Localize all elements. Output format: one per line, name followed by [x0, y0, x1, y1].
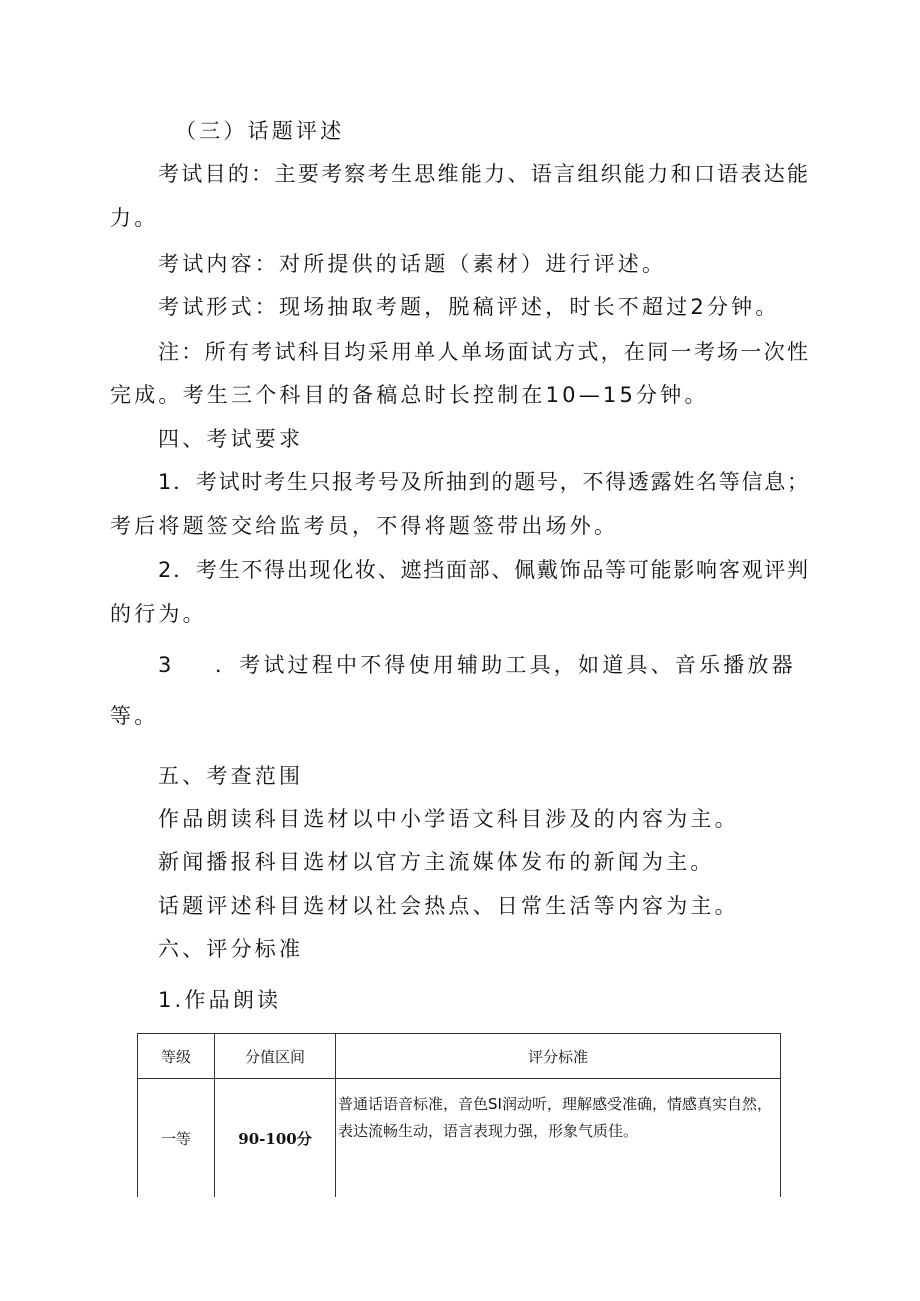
note-line2: 完成。考生三个科目的备稿总时长控制在10—15分钟。 — [110, 383, 709, 407]
scope-topic: 话题评述科目选材以社会热点、日常生活等内容为主。 — [158, 894, 739, 918]
section-heading-topic-commentary: （三）话题评述 — [175, 119, 345, 143]
requirement-1-line2: 考后将题签交给监考员，不得将题签带出场外。 — [110, 514, 619, 538]
cell-criteria: 普通话语音标准，音色SI润动听，理解感受准确，情感真实自然，表达流畅生动，语言表现力强，形象气质佳。 — [336, 1079, 781, 1198]
table-row — [138, 1079, 781, 1198]
subsection-heading-reading: 1.作品朗读 — [158, 988, 282, 1012]
requirement-3-line1: ．考试过程中不得使用辅助工具，如道具、音乐播放器 — [215, 653, 796, 677]
section-heading-scoring-standards: 六、评分标准 — [158, 937, 304, 961]
section-heading-exam-requirements: 四、考试要求 — [158, 427, 304, 451]
scope-news: 新闻播报科目选材以官方主流媒体发布的新闻为主。 — [158, 850, 715, 874]
exam-purpose-line1: 考试目的：主要考察考生思维能力、语言组织能力和口语表达能 — [158, 162, 808, 186]
section-heading-exam-scope: 五、考查范围 — [158, 764, 304, 788]
scoring-table — [137, 1033, 781, 1197]
header-grade: 等级 — [138, 1034, 215, 1079]
header-criteria: 评分标准 — [336, 1034, 781, 1079]
requirement-3-line2: 等。 — [110, 704, 159, 728]
exam-format: 考试形式：现场抽取考题，脱稿评述，时长不超过2分钟。 — [158, 295, 780, 319]
requirement-2-line1: 2．考生不得出现化妆、遮挡面部、佩戴饰品等可能影响客观评判 — [158, 558, 808, 582]
cell-grade: 一等 — [138, 1079, 215, 1198]
requirement-3-number: 3 — [158, 653, 175, 677]
scope-reading: 作品朗读科目选材以中小学语文科目涉及的内容为主。 — [158, 807, 739, 831]
requirement-2-line2: 的行为。 — [110, 602, 207, 626]
exam-content: 考试内容：对所提供的话题（素材）进行评述。 — [158, 252, 667, 276]
header-score-range: 分值区间 — [215, 1034, 336, 1079]
cell-score-range: 90-100分 — [215, 1079, 336, 1198]
exam-purpose-line2: 力。 — [110, 206, 159, 230]
table-header-row — [138, 1034, 781, 1079]
requirement-1-line1: 1．考试时考生只报考号及所抽到的题号，不得透露姓名等信息； — [158, 470, 808, 494]
note-line1: 注：所有考试科目均采用单人单场面试方式，在同一考场一次性 — [158, 340, 808, 364]
